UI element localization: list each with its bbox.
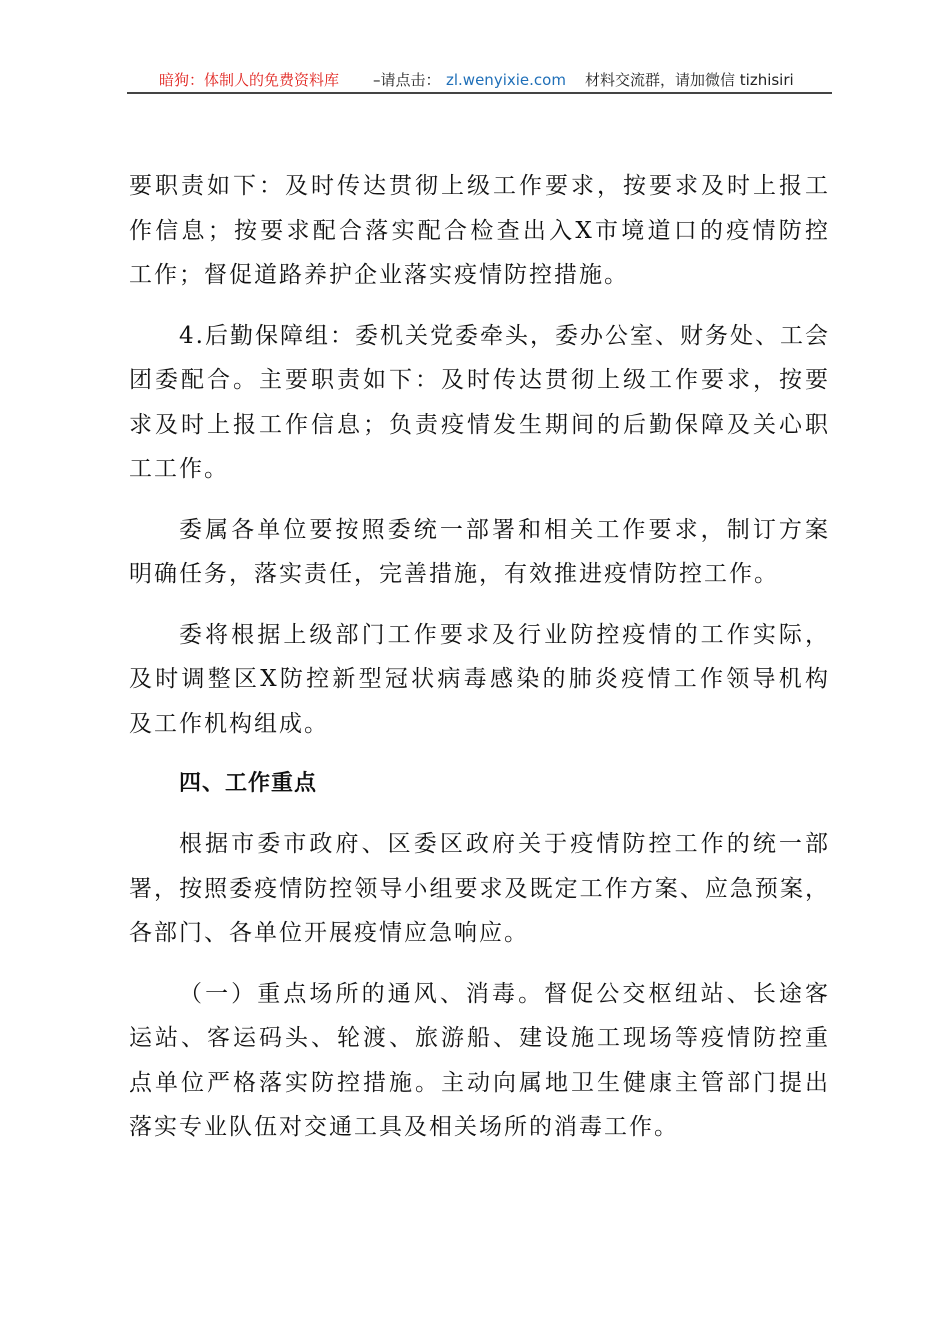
- text-line: 落实专业队伍对交通工具及相关场所的消毒工作。: [129, 1114, 679, 1140]
- paragraph-deployment: [129, 822, 830, 956]
- text-line: 各部门、各单位开展疫情应急响应。: [129, 920, 529, 946]
- text-line: （一）重点场所的通风、消毒。督促公交枢纽站、长途客: [179, 980, 830, 1007]
- text-line: 及工作机构组成。: [129, 710, 329, 737]
- header-prompt-text: –请点击：: [373, 71, 441, 89]
- text-line: 要职责如下：及时传达贯彻上级工作要求，按要求及时上报工: [129, 173, 830, 199]
- text-line: 求及时上报工作信息；负责疫情发生期间的后勤保障及关心职: [129, 411, 830, 438]
- header-website-link[interactable]: zl.wenyixie.com: [446, 71, 566, 89]
- header-brand-text: 暗狗：体制人的免费资料库: [159, 71, 340, 89]
- text-line: 4.后勤保障组：委机关党委牵头，委办公室、财务处、工会: [179, 322, 830, 349]
- section-heading: 四、工作重点: [179, 771, 318, 796]
- page-header: [127, 68, 832, 92]
- header-contact-text: 材料交流群，请加微信 tizhisiri: [585, 71, 794, 89]
- paragraph-logistics-group: [129, 314, 830, 492]
- text-line: 点单位严格落实防控措施。主动向属地卫生健康主管部门提出: [129, 1069, 830, 1096]
- text-line: 工工作。: [129, 456, 229, 482]
- text-line: 委属各单位要按照委统一部署和相关工作要求，制订方案: [179, 516, 830, 543]
- document-body: [129, 164, 830, 1166]
- text-line: 作信息；按要求配合落实配合检查出入X市境道口的疫情防控: [129, 217, 830, 244]
- text-line: 运站、客运码头、轮渡、旅游船、建设施工现场等疫情防控重: [129, 1025, 830, 1051]
- header-divider: [127, 92, 832, 94]
- paragraph-units: [129, 508, 830, 597]
- paragraph-ventilation-disinfection: [129, 972, 830, 1150]
- paragraph-adjustment: [129, 613, 830, 747]
- text-line: 工作；督促道路养护企业落实疫情防控措施。: [129, 262, 629, 288]
- paragraph-duties-continued: [129, 164, 830, 298]
- text-line: 及时调整区X防控新型冠状病毒感染的肺炎疫情工作领导机构: [129, 666, 830, 692]
- text-line: 委将根据上级部门工作要求及行业防控疫情的工作实际，: [179, 621, 830, 648]
- text-line: 明确任务，落实责任，完善措施，有效推进疫情防控工作。: [129, 561, 779, 587]
- text-line: 署，按照委疫情防控领导小组要求及既定工作方案、应急预案，: [129, 875, 830, 902]
- text-line: 根据市委市政府、区委区政府关于疫情防控工作的统一部: [179, 831, 830, 857]
- text-line: 团委配合。主要职责如下：及时传达贯彻上级工作要求，按要: [129, 367, 830, 393]
